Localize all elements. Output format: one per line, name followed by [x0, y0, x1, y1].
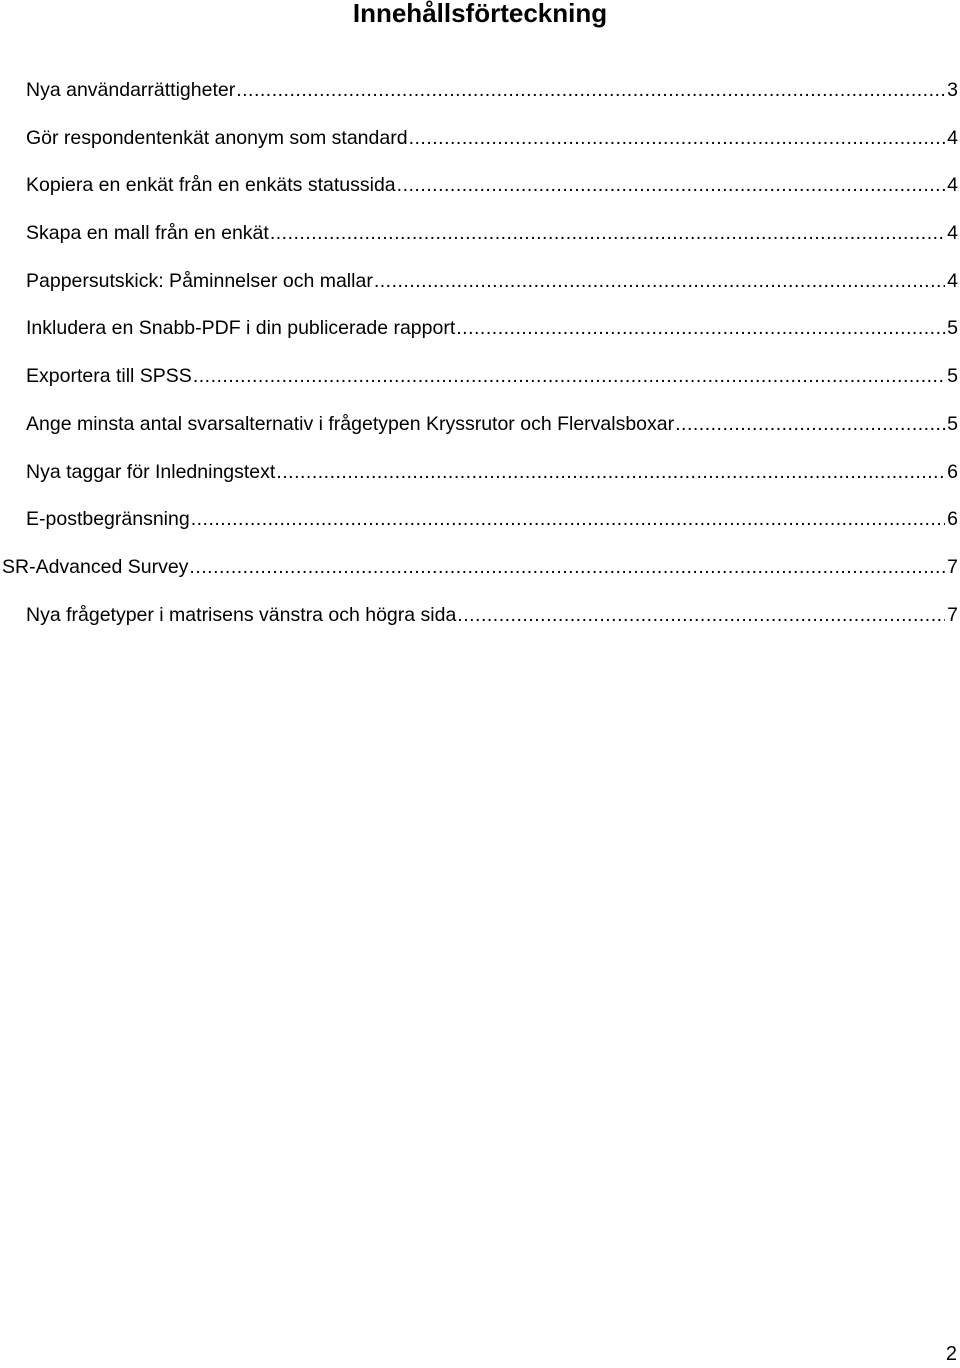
toc-dot-leader: [270, 217, 945, 249]
toc-entry[interactable]: [0, 503, 958, 551]
toc-entry[interactable]: [0, 169, 958, 217]
toc-entry-title: Kopiera en enkät från en enkäts statussida: [26, 174, 396, 197]
toc-entry-page: 4: [947, 222, 958, 245]
toc-entry-page: 5: [947, 412, 958, 435]
toc-entry-title: Exportera till SPSS: [26, 365, 192, 388]
toc-dot-leader: [675, 408, 945, 440]
toc-dot-leader: [189, 551, 945, 583]
toc-dot-leader: [409, 122, 946, 154]
toc-entry-title: Skapa en mall från en enkät: [26, 222, 269, 245]
toc-entry-page: 5: [947, 365, 958, 388]
toc-entry[interactable]: [0, 456, 958, 504]
toc-entry-page: 7: [947, 603, 958, 626]
toc-entry-title: SR-Advanced Survey: [2, 555, 189, 578]
page-number: 2: [945, 1343, 957, 1365]
toc-entry-page: 4: [947, 269, 958, 292]
toc-entry[interactable]: [0, 312, 958, 360]
toc-dot-leader: [276, 456, 945, 488]
toc-dot-leader: [374, 265, 945, 297]
toc-dot-leader: [397, 169, 945, 201]
toc-entry-page: 6: [947, 508, 958, 531]
toc-entry[interactable]: [0, 217, 958, 265]
toc-entry-title: Nya frågetyper i matrisens vänstra och högra sida: [26, 603, 457, 626]
toc-entry-title: Nya taggar för Inledningstext: [26, 460, 276, 483]
toc-entry-title: Pappersutskick: Påminnelser och mallar: [26, 269, 373, 292]
toc-dot-leader: [236, 74, 945, 106]
toc-entry[interactable]: [0, 408, 958, 456]
toc-entry[interactable]: [0, 74, 958, 122]
toc-dot-leader: [191, 503, 945, 535]
toc-entry[interactable]: [0, 265, 958, 313]
toc-entry[interactable]: [0, 551, 958, 599]
toc-entry[interactable]: [0, 360, 958, 408]
toc-entry-title: E-postbegränsning: [26, 508, 190, 531]
toc-entry-page: 7: [947, 555, 958, 578]
toc-dot-leader: [456, 312, 945, 344]
toc-title: Innehållsförteckning: [352, 0, 608, 28]
toc-list: [0, 74, 958, 646]
toc-entry-page: 5: [947, 317, 958, 340]
toc-entry-title: Gör respondentenkät anonym som standard: [26, 126, 408, 149]
toc-entry-page: 6: [947, 460, 958, 483]
toc-entry-title: Ange minsta antal svarsalternativ i frågetypen Kryssrutor och Flervalsboxar: [26, 412, 675, 435]
toc-entry-page: 3: [947, 79, 958, 101]
toc-entry-page: 4: [947, 174, 958, 197]
toc-entry[interactable]: [0, 599, 958, 647]
toc-entry-title: Nya användarrättigheter: [26, 79, 236, 101]
toc-entry-page: 4: [947, 126, 958, 149]
toc-dot-leader: [193, 360, 945, 392]
toc-entry[interactable]: [0, 122, 958, 170]
toc-entry-title: Inkludera en Snabb-PDF i din publicerade rapport: [26, 317, 456, 340]
toc-dot-leader: [457, 599, 945, 631]
